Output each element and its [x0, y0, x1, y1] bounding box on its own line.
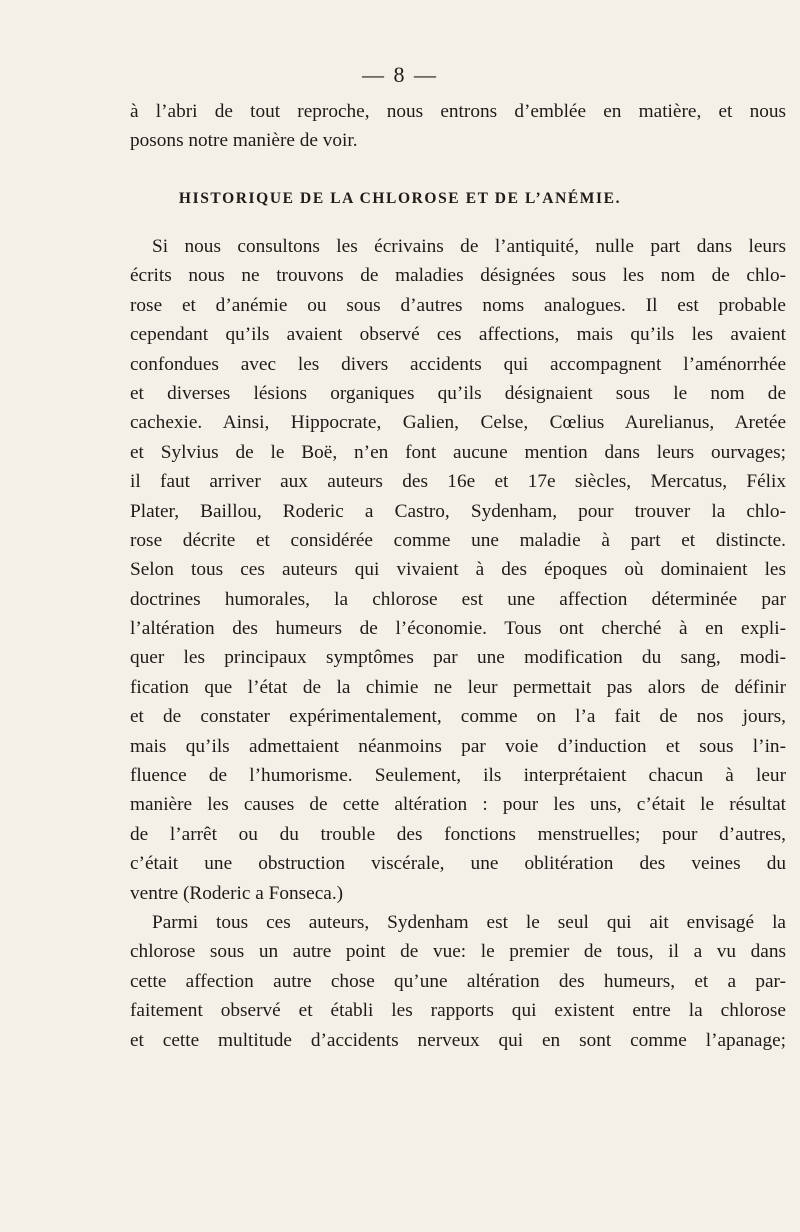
text-line: doctrines humorales, la chlorose est une affection déterminée par — [130, 588, 786, 610]
text-line: rose et d’anémie ou sous d’autres noms analogues. Il est probable — [130, 294, 786, 316]
text-line: manière les causes de cette altération : pour les uns, c’était le résultat — [130, 794, 786, 816]
text-line: fluence de l’humorisme. Seulement, ils interprétaient chacun à leur — [130, 765, 786, 787]
text-line: posons notre manière de voir. — [130, 130, 358, 152]
text-line: rose décrite et considérée comme une maladie à part et distincte. — [130, 529, 786, 551]
text-line: mais qu’ils admettaient néanmoins par voie d’induction et sous l’in- — [130, 735, 786, 757]
text-line: il faut arriver aux auteurs des 16e et 17e siècles, Mercatus, Félix — [130, 471, 786, 493]
text-line: cette affection autre chose qu’une altération des humeurs, et a par- — [130, 970, 786, 992]
text-line: et cette multitude d’accidents nerveux qui en sont comme l’apanage; — [130, 1029, 786, 1051]
text-line: de l’arrêt ou du trouble des fonctions menstruelles; pour d’autres, — [130, 823, 786, 845]
text-line: l’altération des humeurs de l’économie. Tous ont cherché à en expli- — [130, 618, 786, 640]
text-line: Parmi tous ces auteurs, Sydenham est le seul qui ait envisagé la — [152, 911, 786, 933]
intro-paragraph — [130, 97, 786, 156]
text-line: et diverses lésions organiques qu’ils désignaient sous le nom de — [130, 382, 786, 404]
text-line: chlorose sous un autre point de vue: le premier de tous, il a vu dans — [130, 941, 786, 963]
text-line: confondues avec les divers accidents qui accompagnent l’aménorrhée — [130, 353, 786, 375]
page-number: — 8 — — [362, 62, 438, 87]
text-line: et Sylvius de le Boë, n’en font aucune mention dans leurs ourvages; — [130, 441, 786, 463]
text-line: Si nous consultons les écrivains de l’antiquité, nulle part dans leurs — [152, 236, 786, 257]
text-line: à l’abri de tout reproche, nous entrons d’emblée en matière, et nous — [130, 101, 786, 122]
text-line: écrits nous ne trouvons de maladies désignées sous les nom de chlo- — [130, 265, 786, 287]
text-line: ventre (Roderic a Fonseca.) — [130, 882, 344, 904]
text-line: Selon tous ces auteurs qui vivaient à des époques où dominaient les — [130, 559, 786, 581]
text-line: c’était une obstruction viscérale, une oblitération des veines du — [130, 853, 786, 875]
text-line: et de constater expérimentalement, comme on l’a fait de nos jours, — [130, 706, 786, 728]
text-line: cependant qu’ils avaient observé ces affections, mais qu’ils les avaient — [130, 324, 786, 346]
section-heading: HISTORIQUE DE LA CHLOROSE ET DE L’ANÉMIE. — [178, 190, 622, 207]
text-line: cachexie. Ainsi, Hippocrate, Galien, Celse, Cœlius Aurelianus, Aretée — [130, 412, 786, 434]
text-line: Plater, Baillou, Roderic a Castro, Sydenham, pour trouver la chlo- — [130, 500, 786, 522]
text-line: faitement observé et établi les rapports qui existent entre la chlorose — [130, 1000, 786, 1022]
body-paragraphs — [130, 232, 786, 1055]
text-line: quer les principaux symptômes par une modification du sang, modi- — [130, 647, 786, 669]
text-line: fication que l’état de la chimie ne leur permettait pas alors de définir — [130, 676, 786, 698]
